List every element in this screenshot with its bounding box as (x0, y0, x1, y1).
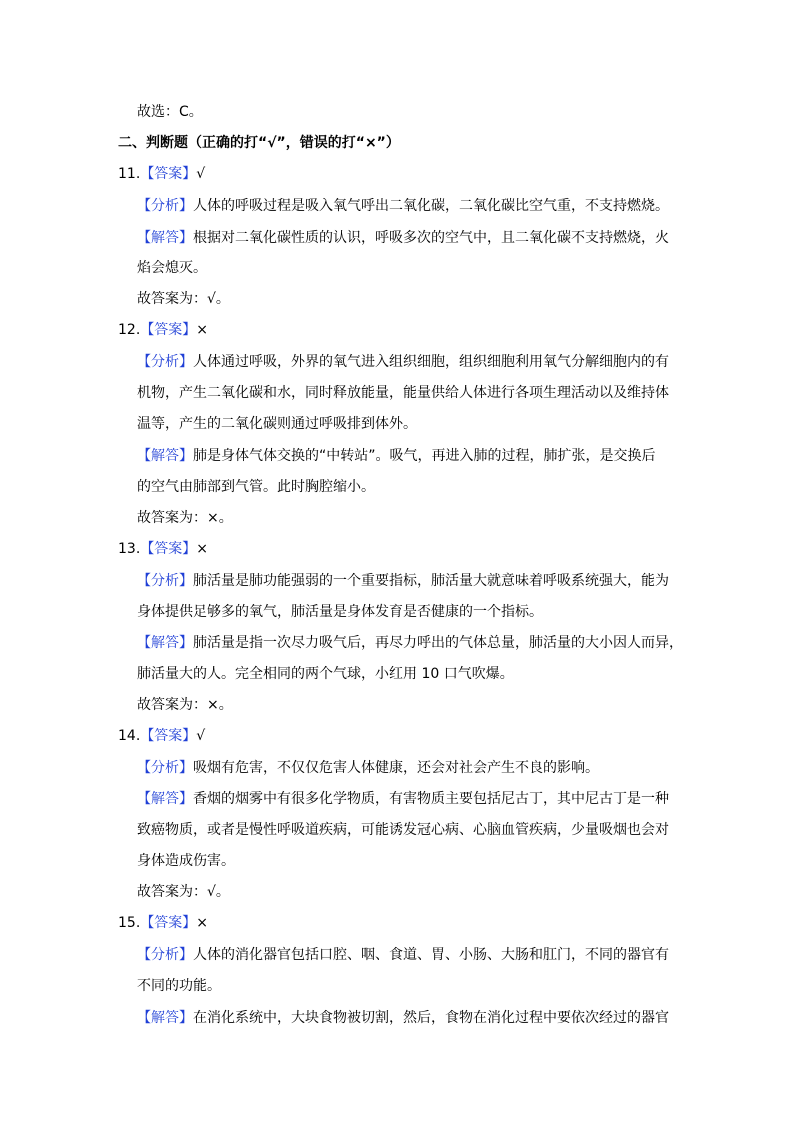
q12-analysis-cont: 温等，产生的二氧化碳则通过呼吸排到体外。 (137, 416, 417, 432)
q14-solution-cont: 致癌物质，或者是慢性呼吸道疾病，可能诱发冠心病、心脑血管疾病，少量吸烟也会对 (137, 822, 669, 838)
q10-answer-line: 故选：C。 (137, 104, 203, 120)
q12-final-answer: 故答案为：×。 (137, 510, 233, 526)
analysis-text: 人体通过呼吸，外界的氧气进入组织细胞，组织细胞利用氧气分解细胞内的有 (193, 354, 669, 370)
analysis-label: 【分析】 (137, 573, 193, 589)
solution-label: 【解答】 (137, 1010, 193, 1026)
solution-text: 肺是身体气体交换的“中转站”。吸气，再进入肺的过程，肺扩张，是交换后 (193, 448, 656, 464)
answer-mark: × (196, 541, 208, 557)
q13-solution (137, 633, 683, 653)
q14-solution-cont: 身体造成伤害。 (137, 853, 235, 869)
answer-label: 【答案】 (140, 322, 197, 338)
q13-analysis-cont: 身体提供足够多的氧气，肺活量是身体发育是否健康的一个指标。 (137, 604, 543, 620)
q13-answer-line (118, 539, 208, 559)
q12-answer-line (118, 320, 208, 340)
q15-analysis (137, 945, 669, 965)
q11-solution (137, 228, 669, 248)
answer-label: 【答案】 (140, 728, 197, 744)
analysis-text: 人体的消化器官包括口腔、咽、食道、胃、小肠、大肠和肛门，不同的器官有 (193, 947, 669, 963)
answer-mark: √ (196, 728, 206, 744)
analysis-text: 肺活量是肺功能强弱的一个重要指标，肺活量大就意味着呼吸系统强大，能为 (193, 573, 669, 589)
q11-solution-cont: 焰会熄灭。 (137, 260, 207, 276)
solution-text: 在消化系统中，大块食物被切割，然后，食物在消化过程中要依次经过的器官 (193, 1010, 669, 1026)
section-heading: 二、判断题（正确的打“√”，错误的打“×”） (118, 135, 400, 151)
solution-label: 【解答】 (137, 230, 193, 246)
question-number: 13. (118, 541, 141, 557)
analysis-label: 【分析】 (137, 354, 193, 370)
answer-label: 【答案】 (140, 166, 197, 182)
q12-analysis-cont: 机物，产生二氧化碳和水，同时释放能量，能量供给人体进行各项生理活动以及维持体 (137, 385, 669, 401)
analysis-text: 吸烟有危害，不仅仅危害人体健康，还会对社会产生不良的影响。 (193, 760, 599, 776)
answer-mark: × (196, 322, 208, 338)
q14-solution (137, 789, 669, 809)
solution-text: 香烟的烟雾中有很多化学物质，有害物质主要包括尼古丁，其中尼古丁是一种 (193, 791, 669, 807)
q11-analysis (137, 196, 669, 216)
analysis-text: 人体的呼吸过程是吸入氧气呼出二氧化碳，二氧化碳比空气重，不支持燃烧。 (193, 198, 669, 214)
q12-analysis (137, 352, 669, 372)
analysis-label: 【分析】 (137, 198, 193, 214)
analysis-label: 【分析】 (137, 760, 193, 776)
question-number: 11. (118, 166, 141, 182)
question-number: 14. (118, 728, 141, 744)
q13-solution-cont: 肺活量大的人。完全相同的两个气球，小红用 10 口气吹爆。 (137, 666, 514, 682)
question-number: 12. (118, 322, 141, 338)
solution-label: 【解答】 (137, 635, 193, 651)
solution-text: 肺活量是指一次尽力吸气后，再尽力呼出的气体总量，肺活量的大小因人而异， (193, 635, 683, 651)
q12-solution-cont: 的空气由肺部到气管。此时胸腔缩小。 (137, 479, 375, 495)
q11-final-answer: 故答案为：√。 (137, 291, 230, 307)
solution-text: 根据对二氧化碳性质的认识，呼吸多次的空气中，且二氧化碳不支持燃烧，火 (193, 230, 669, 246)
q13-analysis (137, 571, 669, 591)
solution-label: 【解答】 (137, 791, 193, 807)
q15-solution (137, 1008, 669, 1028)
q15-analysis-cont: 不同的功能。 (137, 978, 221, 994)
q15-answer-line (118, 913, 208, 933)
q11-answer-line (118, 164, 205, 184)
answer-label: 【答案】 (140, 541, 197, 557)
solution-label: 【解答】 (137, 448, 193, 464)
q14-final-answer: 故答案为：√。 (137, 884, 230, 900)
answer-mark: × (196, 915, 208, 931)
q12-solution (137, 446, 656, 466)
answer-mark: √ (196, 166, 206, 182)
answer-label: 【答案】 (140, 915, 197, 931)
analysis-label: 【分析】 (137, 947, 193, 963)
q14-analysis (137, 758, 599, 778)
question-number: 15. (118, 915, 141, 931)
q13-final-answer: 故答案为：×。 (137, 697, 233, 713)
q14-answer-line (118, 726, 205, 746)
